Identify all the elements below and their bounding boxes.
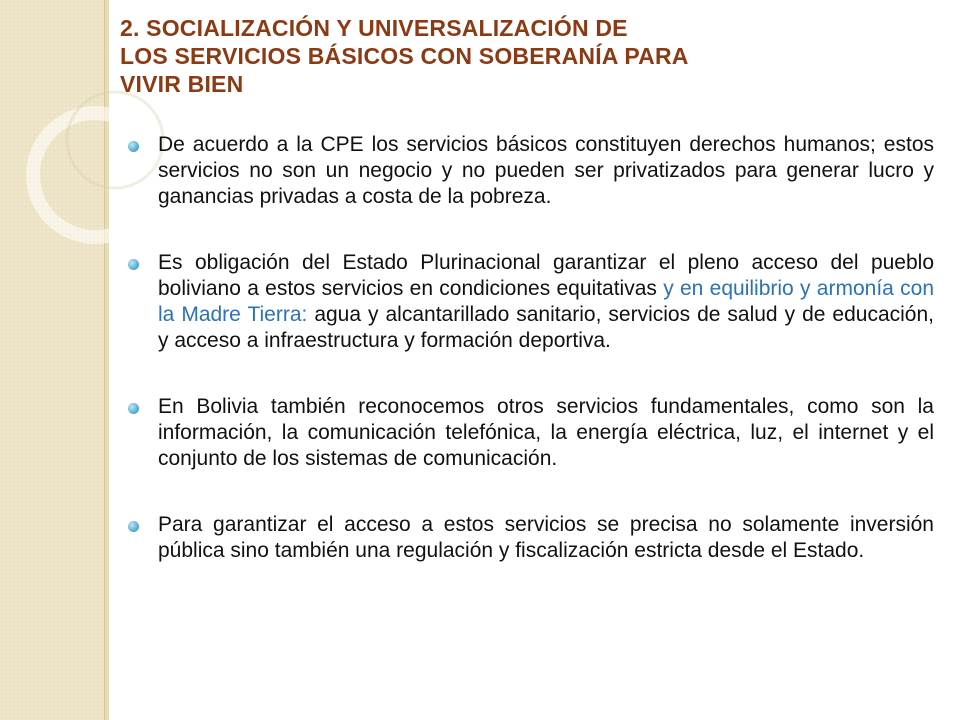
bullet-text: En Bolivia también reconocemos otros servicios fundamentales, como son la información, la comunicación telefónica, la energía eléctrica, luz, el internet y el conjunto de los sistemas de comunicación.	[158, 395, 934, 470]
list-item	[128, 132, 934, 210]
bullet-text: Para garantizar el acceso a estos servicios se precisa no solamente inversión pública sino también una regulación y fiscalización estricta desde el Estado.	[158, 513, 934, 562]
bullet-icon	[128, 141, 139, 152]
bullet-icon	[128, 403, 139, 414]
list-item	[128, 250, 934, 354]
bullet-text-before: Es obligación del Estado Plurinacional garantizar el pleno acceso del pueblo boliviano a estos servicios en condiciones equitativas	[158, 251, 934, 300]
title-line-1: 2. SOCIALIZACIÓN Y UNIVERSALIZACIÓN DE	[120, 15, 628, 41]
bullet-text: De acuerdo a la CPE los servicios básicos constituyen derechos humanos; estos servicios no son un negocio y no pueden ser privatizados para generar lucro y ganancias privadas a costa de la pobreza.	[158, 133, 934, 208]
title-line-3: VIVIR BIEN	[120, 71, 244, 97]
bullet-text-highlight: y en equilibrio y armonía con la Madre Tierra:	[158, 277, 934, 326]
title-line-2: LOS SERVICIOS BÁSICOS CON SOBERANÍA PARA	[120, 43, 689, 69]
bullet-list	[128, 132, 934, 604]
slide-title	[120, 14, 880, 98]
bullet-icon	[128, 259, 139, 270]
bullet-text-after: agua y alcantarillado sanitario, servicios de salud y de educación, y acceso a infraestructura y formación deportiva.	[158, 303, 934, 352]
list-item	[128, 512, 934, 564]
bullet-icon	[128, 521, 139, 532]
bullet-text	[158, 251, 934, 352]
list-item	[128, 394, 934, 472]
